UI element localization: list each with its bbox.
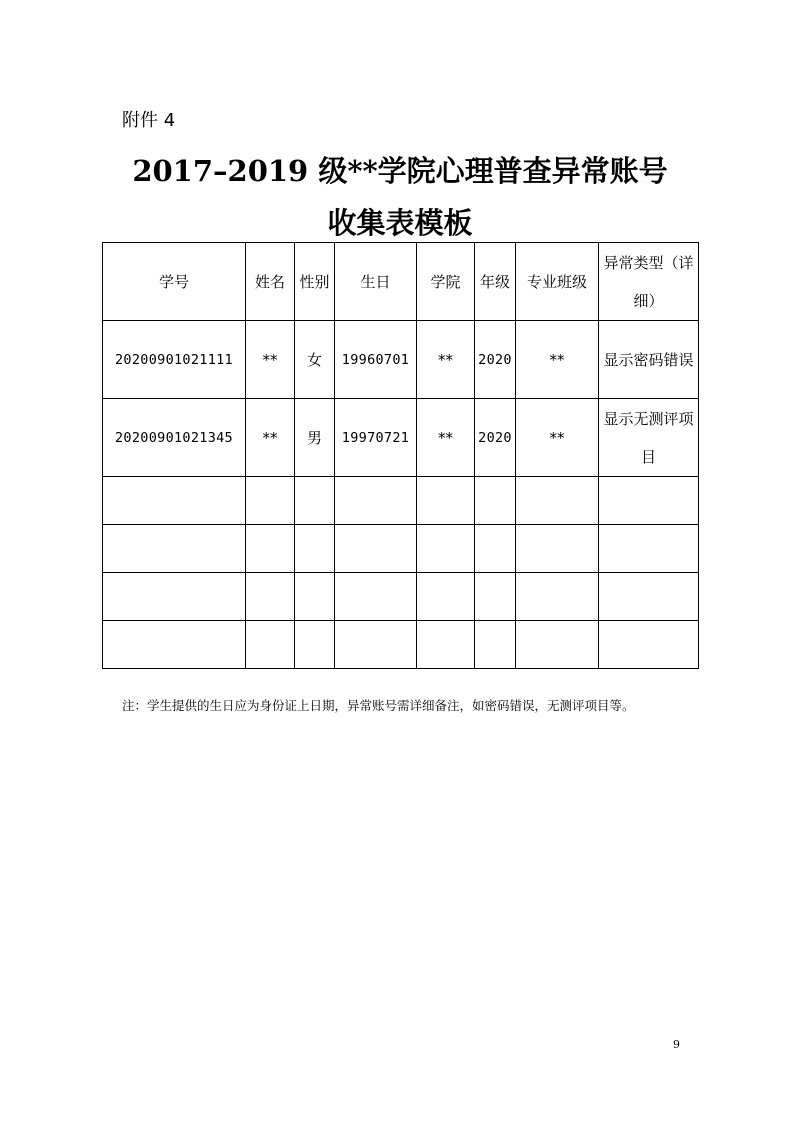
cell-student-id: 20200901021111 [103,321,246,399]
empty-cell [246,573,295,621]
cell-abnormal-type: 显示无测评项目 [599,399,699,477]
header-grade: 年级 [475,243,516,321]
empty-cell [516,621,599,669]
cell-student-id: 20200901021345 [103,399,246,477]
abnormal-accounts-table [102,242,699,669]
empty-cell [475,573,516,621]
cell-birthday: 19970721 [335,399,417,477]
header-college: 学院 [417,243,475,321]
empty-table-row [103,477,699,525]
empty-cell [417,573,475,621]
empty-cell [295,621,335,669]
empty-table-row [103,525,699,573]
cell-grade: 2020 [475,399,516,477]
empty-cell [246,477,295,525]
empty-cell [295,573,335,621]
empty-cell [295,525,335,573]
cell-college: ** [417,321,475,399]
empty-cell [103,525,246,573]
empty-cell [246,525,295,573]
cell-major-class: ** [516,399,599,477]
document-subtitle: 收集表模板 [327,206,473,240]
empty-cell [335,621,417,669]
header-major-class: 专业班级 [516,243,599,321]
empty-cell [246,621,295,669]
header-abnormal-type: 异常类型（详细） [599,243,699,321]
cell-birthday: 19960701 [335,321,417,399]
empty-cell [417,621,475,669]
cell-grade: 2020 [475,321,516,399]
cell-major-class: ** [516,321,599,399]
empty-cell [335,573,417,621]
empty-cell [417,525,475,573]
document-title: 2017–2019 级**学院心理普查异常账号 [132,154,668,188]
empty-cell [295,477,335,525]
empty-cell [103,621,246,669]
header-birthday: 生日 [335,243,417,321]
header-gender: 性别 [295,243,335,321]
table-footnote: 注：学生提供的生日应为身份证上日期，异常账号需详细备注，如密码错误，无测评项目等。 [122,698,635,713]
empty-cell [599,477,699,525]
empty-cell [103,573,246,621]
empty-table-row [103,573,699,621]
header-name: 姓名 [246,243,295,321]
empty-cell [335,477,417,525]
header-student-id: 学号 [103,243,246,321]
empty-cell [475,525,516,573]
empty-cell [417,477,475,525]
table-row [103,321,699,399]
empty-cell [475,621,516,669]
empty-cell [599,621,699,669]
empty-cell [599,573,699,621]
cell-abnormal-type: 显示密码错误 [599,321,699,399]
cell-name: ** [246,321,295,399]
cell-gender: 男 [295,399,335,477]
empty-cell [516,477,599,525]
cell-name: ** [246,399,295,477]
attachment-label: 附件 4 [122,110,176,131]
empty-cell [516,573,599,621]
cell-gender: 女 [295,321,335,399]
table-header-row [103,243,699,321]
cell-college: ** [417,399,475,477]
empty-cell [599,525,699,573]
empty-cell [335,525,417,573]
table-row [103,399,699,477]
page-number: 9 [673,1038,680,1051]
empty-cell [516,525,599,573]
empty-cell [475,477,516,525]
empty-cell [103,477,246,525]
empty-table-row [103,621,699,669]
